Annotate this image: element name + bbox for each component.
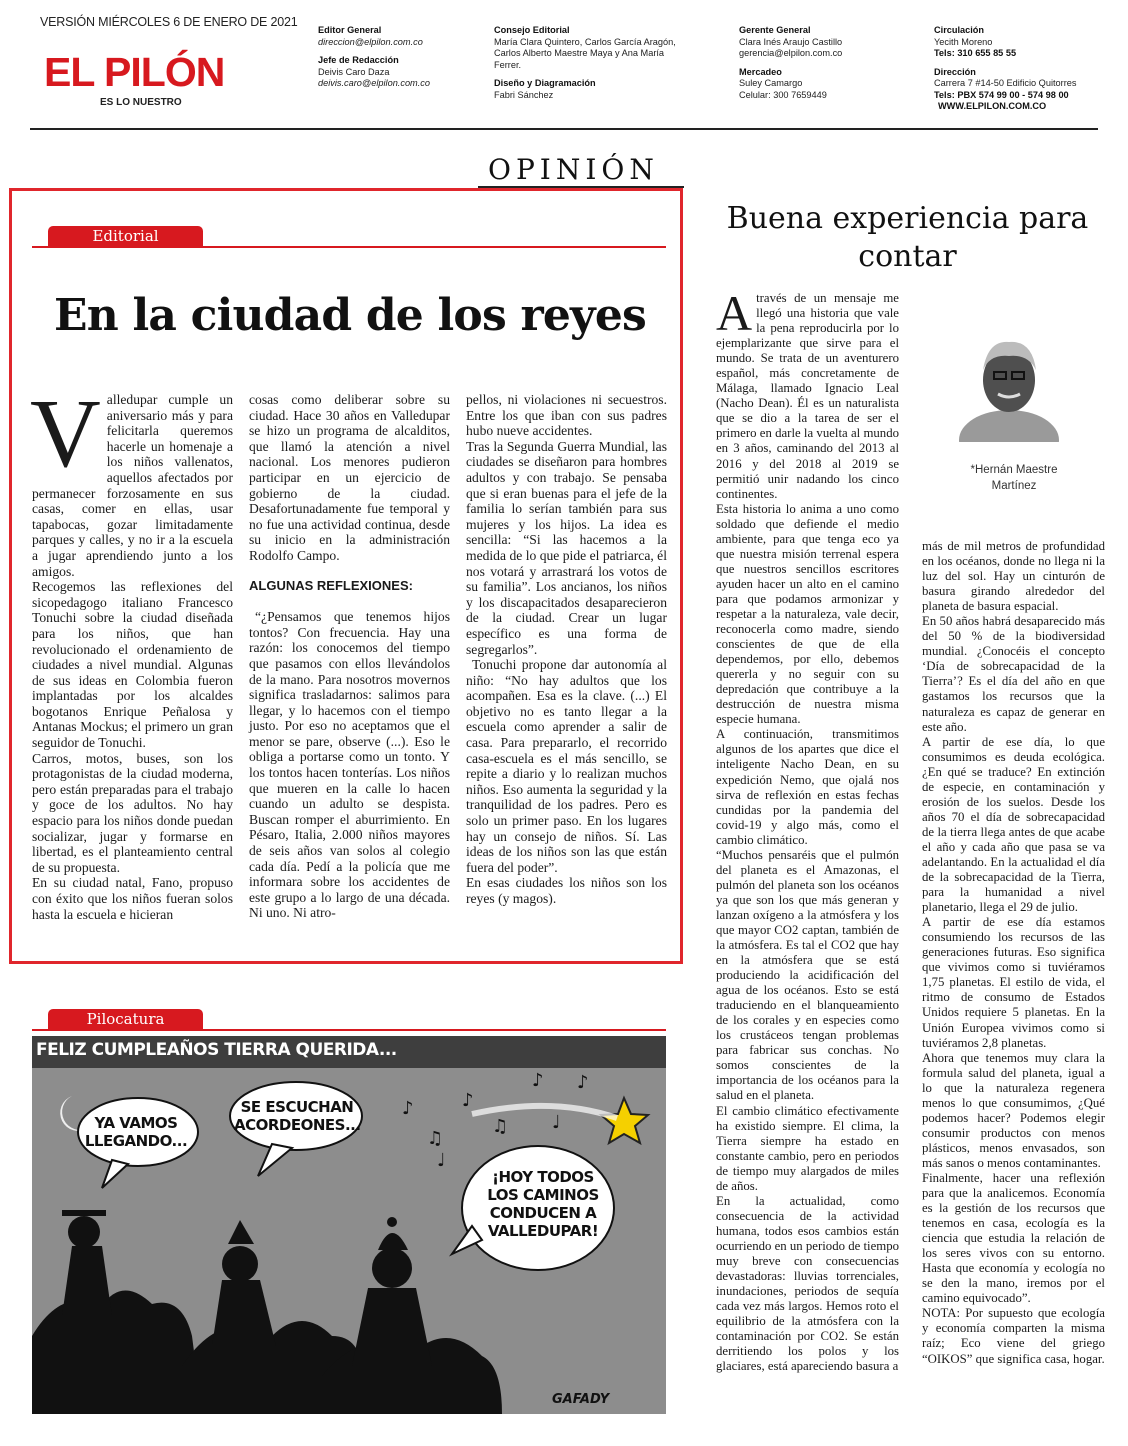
speech-bubble-3: ¡HOY TODOS LOS CAMINOS CONDUCEN A VALLEDUPAR! [487, 1168, 599, 1240]
column-paragraph: través de un mensaje me llegó una historia que vale la pena reproducirla por lo ejemplarizante que sirve para el mundo. Se trata de un aventurero español, más concretamente de Málaga, llamado Ignacio Leal (Nacho Dean). Él es un naturalista que se dio a la tarea de ser el primero en darle la vuelta al mundo en 3 años, caminando del 2013 al 2016 y del 2018 al 2019 se permitió unir nadando los cinco continentes. [716, 291, 899, 501]
svg-text:♩: ♩ [552, 1112, 561, 1133]
staff-address: Carrera 7 #14-50 Edificio Quitorres [934, 78, 1077, 88]
column-paragraph: A partir de ese día estamos consumiendo los recursos de las generaciones futuras. Eso significa que vivimos como si tuviéramos 1,75 planetas. El estilo de vida, el ritmo de consumo de Estados Unidos requiere 5 planetas. En la Unión Europea vivimos como si tuviéramos 2,8 planetas. [922, 915, 1105, 1050]
svg-text:♩: ♩ [437, 1150, 446, 1171]
editorial-paragraph: Tonuchi propone dar autonomía al niño: “No hay adultos que los acompañen. Esa es la clave. (...) El objetivo no es tanto llegar a la escuela como aprender a salir de casa. Para prepararlo, el recorrido casa-escuela es el más sencillo, se repite a diario y lo realizan muchos niños. Eso aumenta la seguridad y la tranquilidad de los padres. Pero es solo un primer paso. En los lugares hay un consejo de niños. Sí. Las ideas de los niños son las que están fuera del poder”. [466, 657, 667, 875]
speech-bubble-1: YA VAMOS LLEGANDO... [84, 1114, 188, 1150]
svg-text:♪: ♪ [577, 1072, 589, 1093]
column-paragraph: A continuación, transmitimos algunos de los apartes que dice el inteligente Nacho Dean, en su expedición Nemo, que ojalá nos sirva de reflexión en estas fechas cundidas por la pandemia del covid-19 y algo más, como el cambio climático. [716, 727, 899, 847]
staff-heading: Mercadeo [739, 66, 782, 77]
staff-email[interactable]: gerencia@elpilon.com.co [739, 48, 843, 58]
column-paragraph: En la actualidad, como consecuencia de la actividad humana, todos esos cambios están ocurriendo en un periodo de tiempo muy breve con consecuencias devastadoras: lluvias torrenciales, inundaciones, periodos de sequía cada vez más largos. Hemos roto el equilibrio de la atmósfera con la contaminación por CO2. Se están derritiendo los polos y los glaciares, está apareciendo basura a [716, 1193, 900, 1374]
editorial-tab: Editorial [48, 226, 203, 247]
staff-heading: Circulación [934, 25, 985, 35]
editorial-paragraph: alledupar cumple un aniversario más y para felicitarla queremos hacerle un homenaje a los niños vallenatos, aquellos afectados por permanecer forzosamente en sus casas, comer en ellas, usar tapabocas, gozar limitadamente parques y calles, y no ir a la escuela a jugar aprendiendo junto a los amigos. [32, 392, 233, 579]
staff-column-2 [494, 25, 676, 101]
editorial-headline: En la ciudad de los reyes [54, 290, 646, 341]
staff-column-1 [318, 25, 430, 90]
editorial-column-3 [466, 392, 667, 907]
staff-email[interactable]: direccion@elpilon.com.co [318, 36, 423, 47]
editorial-paragraph: “¿Pensamos que tenemos hijos tontos? Con frecuencia. Hay una razón: los conocemos del tiempo que pasamos con ellos llevándolos de la mano. Para nosotros movernos significa trasladarnos: salimos para llegar, y lo hacemos con el tiempo justo. Por eso no aceptamos que el menor se pare, observe (...). Eso le obliga a portarse como un tonto. Y los tontos hacen tonterías. Los niños que mueren en la calle lo hacen cuando un adulto se despista. Buscan romper el aburrimiento. En Pésaro, Italia, 2.000 niños mayores de seis años van solos al colegio cada día. Pedí a la policía que me informara sobre los accidentes de este grupo a lo largo de una década. Ni uno. Ni atro- [249, 609, 450, 921]
editorial-paragraph: Tras la Segunda Guerra Mundial, las ciudades se diseñaron para hombres adultos y con trabajo. Se pensaba que si eran buenas para el jefe de la familia lo serían también para sus mujeres y los hijos. La idea es sencilla: “Si las hacemos a la medida de lo que pide el patriarca, él nos votará y arrastrará los votos de su familia”. Los ancianos, los niños y los discapacitados desaparecieron de la ciudad. Crear un lugar específico es una forma de segregarlos”. [466, 438, 667, 657]
column-paragraph: NOTA: Por supuesto que ecología y economía comparten la misma raíz; Eco viene del griego “OIKOS” que significa casa, hogar. [922, 1306, 1105, 1366]
svg-text:♫: ♫ [492, 1116, 509, 1137]
svg-text:♪: ♪ [462, 1090, 474, 1111]
speech-bubble-2: SE ESCUCHAN ACORDEONES... [234, 1098, 361, 1134]
editorial-paragraph: Recogemos las reflexiones del sicopedagogo italiano Francesco Tonuchi sobre la ciudad diseñada para los niños, que han revolucionado el ordenamiento de ciudades a nivel mundial. Algunas de sus ideas en Colombia fueron implantadas por los alcaldes bogotanos Enrique Peñalosa y Antanas Mockus; el primero un gran seguidor de Tonuchi. [32, 579, 233, 751]
staff-name: Suley Camargo [739, 78, 803, 88]
column-paragraph: Ahora que tenemos muy clara la formula salud del planeta, igual a lo que la naturaleza regenera menos lo que consumimos, ¿Qué podemos hacer? Podemos elegir consumir productos con menos plásticos, menos envasados, son más sanos o menos contaminantes. [922, 1050, 1105, 1170]
staff-phone: Tels: 310 655 85 55 [934, 48, 1017, 58]
star-icon [601, 1098, 648, 1143]
staff-heading: Jefe de Redacción [318, 55, 399, 65]
column-title: Buena experiencia para contar [726, 201, 1089, 274]
editorial-paragraph: pellos, ni violaciones ni secuestros. Entre los que iban con sus padres hubo nueve accidentes. [466, 392, 667, 439]
cartoon-title: FELIZ CUMPLEAÑOS TIERRA QUERIDA... [36, 1040, 397, 1060]
cartoon-tab-rule [32, 1029, 666, 1031]
column-paragraph: Esta historia lo anima a uno como soldado que defiende el medio ambiente, para que tenga eco ya que nuestra misión terrenal espera que nuestros sencillos escritores ayuden hacer un alto en el camino para que podamos armonizar y respetar a la naturaleza, vale decir, reconocerla como madre, siendo conscientes de que de ella dependemos, por ello, debemos quererla y no seguir con su depredación que contribuye a la destrucción de nuestra misma especie humana. [716, 501, 899, 727]
staff-heading: Consejo Editorial [494, 25, 570, 35]
staff-phone: Celular: 300 7659449 [739, 89, 827, 100]
section-title: OPINIÓN [488, 153, 659, 186]
column-paragraph: “Muchos pensaréis que el pulmón del planeta es el Amazonas, el pulmón del planeta son los océanos ya que son los que más generan y lanzan oxígeno a la atmósfera y los que mayor CO2 captan, también de la atmósfera. Es tal el CO2 que hay en la atmósfera que se está produciendo la acidificación del agua de los océanos. Esto se está traduciendo en el blanqueamiento de los corales y en especies como los crustáceos tengan problemas para fabricar sus conchas. No somos conscientes de la importancia de los océanos para la salud en el planeta. [716, 847, 899, 1103]
cartoon-tab: Pilocatura [48, 1009, 203, 1030]
staff-column-3 [739, 25, 842, 101]
drop-cap: V [30, 380, 101, 488]
staff-name: Clara Inés Araujo Castillo [739, 36, 843, 47]
staff-heading: Dirección [934, 66, 976, 77]
staff-heading: Diseño y Diagramación [494, 78, 596, 88]
staff-name: Fabri Sánchez [494, 89, 554, 100]
column-text-1 [716, 285, 900, 1374]
staff-line: Carlos Alberto Maestre Maya y Ana María [494, 48, 665, 58]
staff-name: Yecith Moreno [934, 36, 993, 47]
masthead-divider [30, 128, 1098, 130]
staff-line: María Clara Quintero, Carlos García Aragón, [494, 36, 676, 47]
editorial-paragraph: cosas como deliberar sobre su ciudad. Hace 30 años en Valledupar se hizo un programa de alcalditos, que llamó la atención a nivel nacional. Los menores pudieron participar en un ejercicio de gobierno de la ciudad. Desafortunadamente fue temporal y no fue una actividad continua, desde su inicio en la administración Rodolfo Campo. [249, 392, 450, 563]
column-text-2 [922, 539, 1105, 1367]
column-author: *Hernán Maestre Martínez [970, 464, 1058, 492]
editorial-paragraph: En su ciudad natal, Fano, propuso con éxito que los niños fueran solos hasta la escuela e hicieran [32, 875, 233, 922]
staff-column-4 [934, 25, 1076, 113]
author-portrait-icon [958, 330, 1060, 442]
cartoonist-signature: GAFADY [552, 1392, 610, 1407]
column-paragraph: En 50 años habrá desaparecido más del 50 % de la biodiversidad mundial. ¿Conocéis el concepto ‘Día de sobrecapacidad de la Tierra’? Es el día del año en que gastamos los recursos que la naturaleza es capaz de generar en este año. [922, 614, 1105, 734]
column-paragraph: Finalmente, hacer una reflexión para que la analicemos. Economía es la gestión de los recursos que tenemos en casa, ecología es la ciencia que estudia la relación de los seres vivos con su entorno. Hasta que economía y ecología no se den la mano, iremos por el camino equivocado”. [922, 1170, 1105, 1306]
svg-text:♪: ♪ [402, 1098, 414, 1119]
staff-heading: Editor General [318, 25, 382, 35]
editorial-paragraph: En esas ciudades los niños son los reyes (y magos). [466, 875, 667, 906]
editorial-paragraph: Carros, motos, buses, son los protagonistas de la ciudad moderna, pero están preparadas para el trabajo y goce de los adultos. No hay espacio para los niños donde puedan socializar, jugar y formarse en libertad, es el planteamiento central de su propuesta. [32, 750, 233, 875]
staff-heading: Gerente General [739, 25, 811, 35]
staff-email[interactable]: deivis.caro@elpilon.com.co [318, 78, 430, 88]
editorial-column-2 [249, 392, 450, 921]
svg-text:♫: ♫ [427, 1128, 444, 1149]
column-paragraph: El cambio climático efectivamente ha existido siempre. El clima, la Tierra siempre ha estado en constante cambio, pero en periodos de tiempo muy alargados de miles de años. [716, 1103, 899, 1193]
column-paragraph: más de mil metros de profundidad en los océanos, donde no llega ni la luz del sol. Hay un cinturón de basura girando alrededor del planeta de basura espacial. [922, 539, 1105, 614]
drop-cap: A [716, 285, 753, 341]
edition-date: VERSIÓN MIÉRCOLES 6 DE ENERO DE 2021 [40, 15, 298, 29]
editorial-subhead: ALGUNAS REFLEXIONES: [249, 577, 413, 593]
website-link[interactable]: WWW.ELPILON.COM.CO [938, 101, 1047, 111]
editorial-column-1 [30, 380, 233, 922]
staff-phone: Tels: PBX 574 99 00 - 574 98 00 [934, 89, 1069, 100]
editorial-tab-rule [32, 246, 666, 248]
staff-line: Ferrer. [494, 59, 522, 70]
column-paragraph: A partir de ese día, lo que consumimos es deuda ecológica. ¿En qué se traduce? En extinción de especie, en contaminación y erosión de los suelos. Desde los años 70 el día de sobrecapacidad de la tierra llega antes de que acabe el año y cada año que pasa se va adelantando. En la actualidad el día de la sobrecapacidad de la Tierra, para la humanidad a nivel planetario, llega el 29 de julio. [922, 734, 1105, 915]
newspaper-logo[interactable]: EL PILÓN [44, 49, 225, 95]
staff-name: Deivis Caro Daza [318, 66, 390, 77]
author-photo [958, 330, 1060, 442]
svg-text:♪: ♪ [532, 1070, 544, 1091]
logo-slogan: ES LO NUESTRO [100, 97, 182, 108]
